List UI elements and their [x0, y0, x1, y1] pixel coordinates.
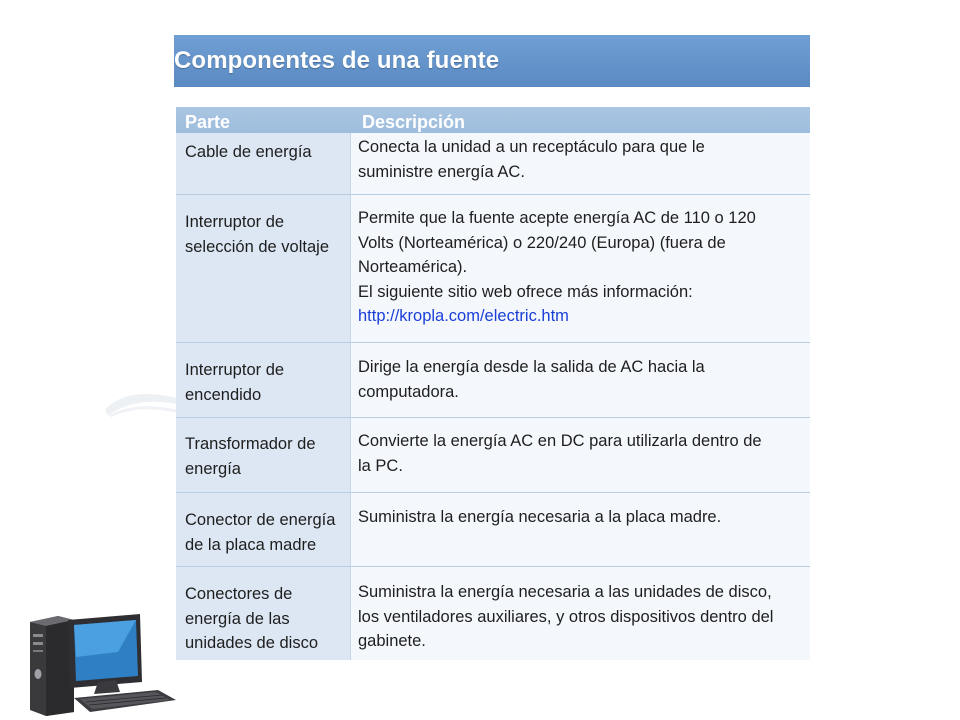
- description-text: Dirige la energía desde la salida de AC hacia la computadora.: [358, 358, 705, 401]
- part-label: Conectores de energía de las unidades de disco: [185, 585, 319, 652]
- table-row: [176, 418, 810, 493]
- part-label: Conector de energía de la placa madre: [185, 511, 336, 554]
- header-description: Descripción: [362, 112, 466, 132]
- part-label: Cable de energía: [185, 143, 312, 161]
- description-text: Suministra la energía necesaria a las unidades de disco, los ventiladores auxiliares, y otros dispositivos dentro del gabinete.: [358, 583, 774, 650]
- title-bar: [174, 35, 810, 87]
- part-label: Interruptor de selección de voltaje: [185, 213, 330, 256]
- part-label: Transformador de energía: [185, 435, 316, 478]
- description-text: Suministra la energía necesaria a la placa madre.: [358, 508, 722, 526]
- header-part: Parte: [185, 112, 231, 132]
- part-label: Interruptor de encendido: [185, 361, 285, 404]
- part-cell: [176, 567, 351, 660]
- table-row: [176, 133, 810, 195]
- part-cell: [176, 195, 351, 342]
- description-text: Convierte la energía AC en DC para utilizarla dentro de la PC.: [358, 432, 762, 475]
- desktop-computer-icon: [28, 612, 178, 716]
- page-title: Componentes de una fuente: [174, 47, 500, 74]
- table-row: [176, 567, 810, 660]
- kropla-link[interactable]: http://kropla.com/electric.htm: [358, 307, 569, 325]
- description-cell: [351, 493, 810, 566]
- part-cell: [176, 133, 351, 194]
- description-text: Conecta la unidad a un receptáculo para que le suministre energía AC.: [358, 138, 705, 181]
- table-row: [176, 493, 810, 567]
- part-cell: [176, 493, 351, 566]
- table-row: [176, 343, 810, 418]
- part-cell: [176, 343, 351, 417]
- table-row: [176, 195, 810, 343]
- part-cell: [176, 418, 351, 492]
- description-text: Permite que la fuente acepte energía AC de 110 o 120 Volts (Norteamérica) o 220/240 (Europa) (fuera de Norteamérica). El siguiente sitio web ofrece más información: http://kropla.com/electric.htm: [358, 206, 810, 329]
- components-table: [176, 107, 810, 660]
